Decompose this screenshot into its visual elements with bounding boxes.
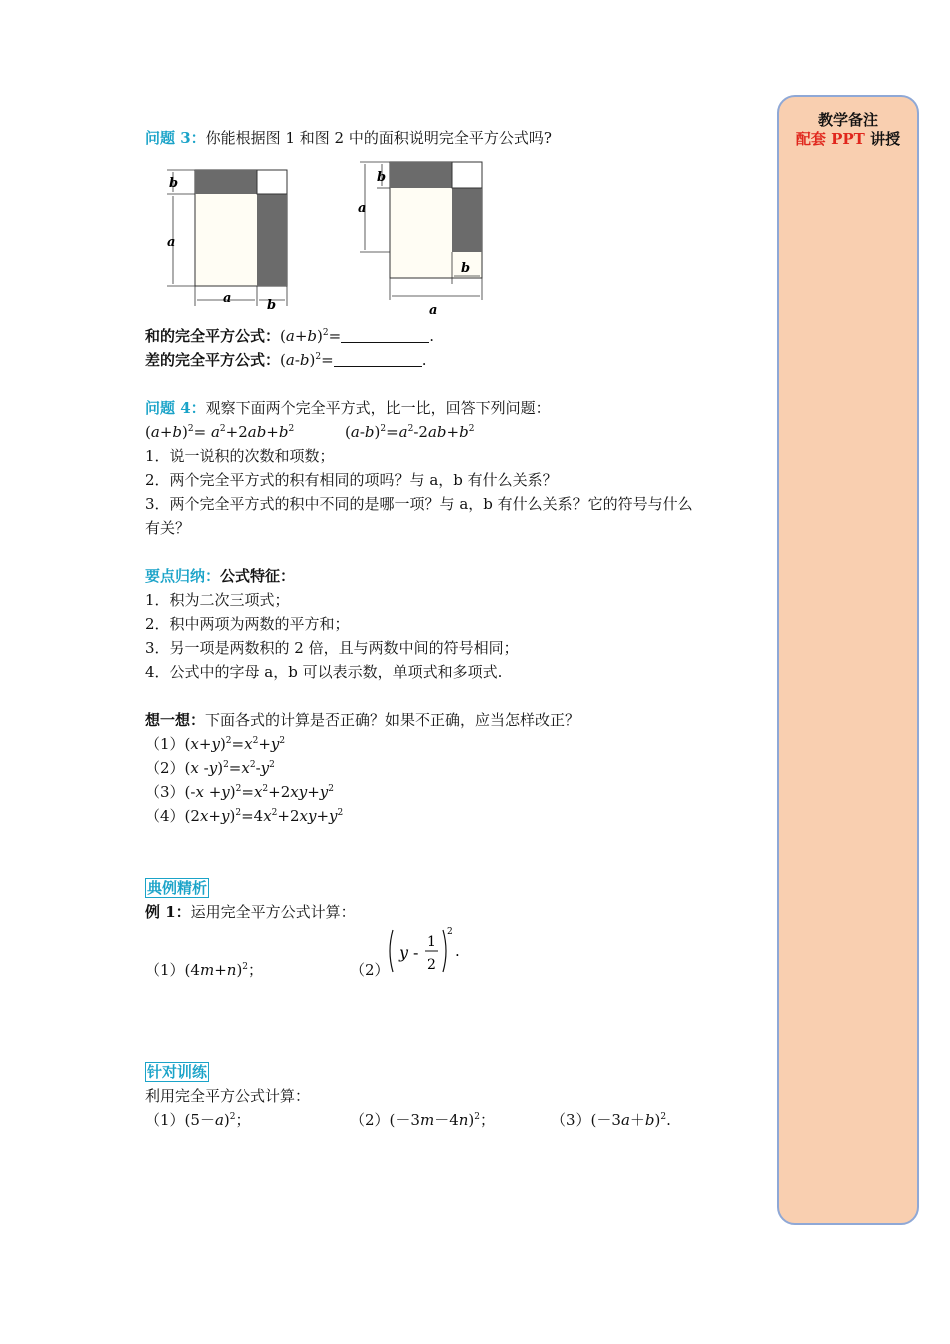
q4-label: 问题 4： [145,399,206,417]
think-text: 下面各式的计算是否正确？如果不正确，应当怎样改正？ [205,711,581,729]
summary-item-2: 2．积中两项为两数的平方和； [145,615,350,633]
think-item-3: $(3)(-x +y)^2=x^2+2xy+y^2$ [145,783,334,801]
example-1-part-2-label: （2） [350,961,390,979]
think-item-4: $(4)(2x+y)^2=4x^2+2xy+y^2$ [145,807,344,825]
diff-formula-label: 差的完全平方公式： [145,351,281,369]
fig1-label-b-horizontal: b [267,298,277,313]
practice-part-3: $(3)(-3a+b)^2$. [551,1111,671,1129]
q4-item-3: 3．两个完全平方式的积中不同的是哪一项？与 a，b 有什么关系？它的符号与什么 [145,495,693,513]
q4-item-2: 2．两个完全平方式的积有相同的项吗？与 a，b 有什么关系？ [145,471,558,489]
fig2-label-a-vertical: a [358,201,367,216]
fig2-right-rect [452,188,482,252]
q4-formula-diff: $(a-b)^2=a^2-2ab+b^2$ [345,423,475,441]
svg-text:2: 2 [447,927,453,937]
teaching-notes-sidebar [777,95,919,1225]
diff-formula: 差的完全平方公式：$(a-b)^2=$ . [145,351,427,369]
practice-part-1: $(1)(5-a)^2$； [145,1111,251,1129]
summary-label: 要点归纳： [145,567,221,585]
svg-text:y: y [399,943,409,962]
fig1-label-b-vertical: b [169,176,179,191]
fig1-top-rect [195,170,257,194]
practice-section-heading [145,1060,765,1084]
think-item-1: $(1)(x+y)^2=x^2+y^2$ [145,735,286,753]
diff-formula-blank[interactable] [334,352,422,367]
practice-section-title: 针对训练 [147,1063,208,1081]
question-4 [145,396,765,420]
question-3 [145,126,765,150]
sum-formula-blank[interactable] [341,328,429,343]
example-section-heading [145,876,765,900]
fig1-label-a-vertical: a [167,235,176,250]
think-label: 想一想： [145,711,206,729]
think-heading [145,708,765,732]
q4-formulas [145,420,765,444]
q3-label: 问题 3： [145,129,206,147]
summary-item-3: 3．另一项是两数积的 2 倍，且与两数中间的符号相同； [145,639,519,657]
summary-title: 公式特征： [220,567,296,585]
figures [145,154,765,318]
sidebar-sub-prefix: 配套 PPT [795,130,865,148]
sidebar-title: 教学备注 [817,111,878,129]
practice-problems [145,1108,765,1132]
sidebar-subtitle [779,130,917,149]
fig1-label-a-horizontal: a [223,291,232,306]
think-item-2: （2）(x $-y)^2=x^2-y^2$ [145,759,275,777]
q4-text: 观察下面两个完全平方式，比一比，回答下列问题： [205,399,551,417]
summary-item-1: 1．积为二次三项式； [145,591,290,609]
q3-text: 你能根据图 1 和图 2 中的面积说明完全平方公式吗? [205,129,552,147]
area-figures [145,154,765,318]
figure-1 [167,170,287,318]
diff-formula-expr: $(a-b)^2=$ [280,351,334,369]
q4-item-1: 1．说一说积的次数和项数； [145,447,335,465]
example-1-heading [145,900,765,924]
main-content [145,126,765,1132]
example-1-problems [145,924,765,988]
summary-heading [145,564,765,588]
fig2-small-square [452,162,482,188]
svg-text:.: . [455,942,460,960]
sum-formula-label: 和的完全平方公式： [145,327,281,345]
example-1-text: 运用完全平方公式计算： [190,903,356,921]
svg-text:-: - [413,943,419,962]
example-section-title: 典例精析 [147,879,208,897]
example-1-label: 例 1： [145,903,191,921]
q4-item-3-cont: 有关？ [145,519,191,537]
figure-2 [358,162,482,318]
sidebar-sub-suffix: 讲授 [864,130,901,148]
practice-part-2: $(2)(-3m-4n)^2$； [350,1111,496,1129]
svg-text:2: 2 [427,957,436,973]
svg-text:1: 1 [427,934,436,950]
summary-item-4: 4．公式中的字母 a，b 可以表示数，单项式和多项式. [145,663,503,681]
example-1-part-1: $(1)(4m+n)^2$； [145,961,264,979]
fig1-right-rect [257,194,287,286]
sum-formula: 和的完全平方公式：$(a+b)^2=$ . [145,327,434,345]
q4-formula-sum: $(a+b)^2= a^2+2ab+b^2$ [145,423,295,441]
fig2-top-rect [390,162,452,188]
practice-text: 利用完全平方公式计算： [145,1087,311,1105]
fig1-small-square [257,170,287,194]
example-1-part-2-expression [385,924,475,984]
fig2-label-a-horizontal: a [429,303,438,318]
fig2-label-b-vertical: b [377,170,387,185]
sum-formula-expr: $(a+b)^2=$ [280,327,342,345]
fig2-label-b-horizontal: b [461,261,471,276]
